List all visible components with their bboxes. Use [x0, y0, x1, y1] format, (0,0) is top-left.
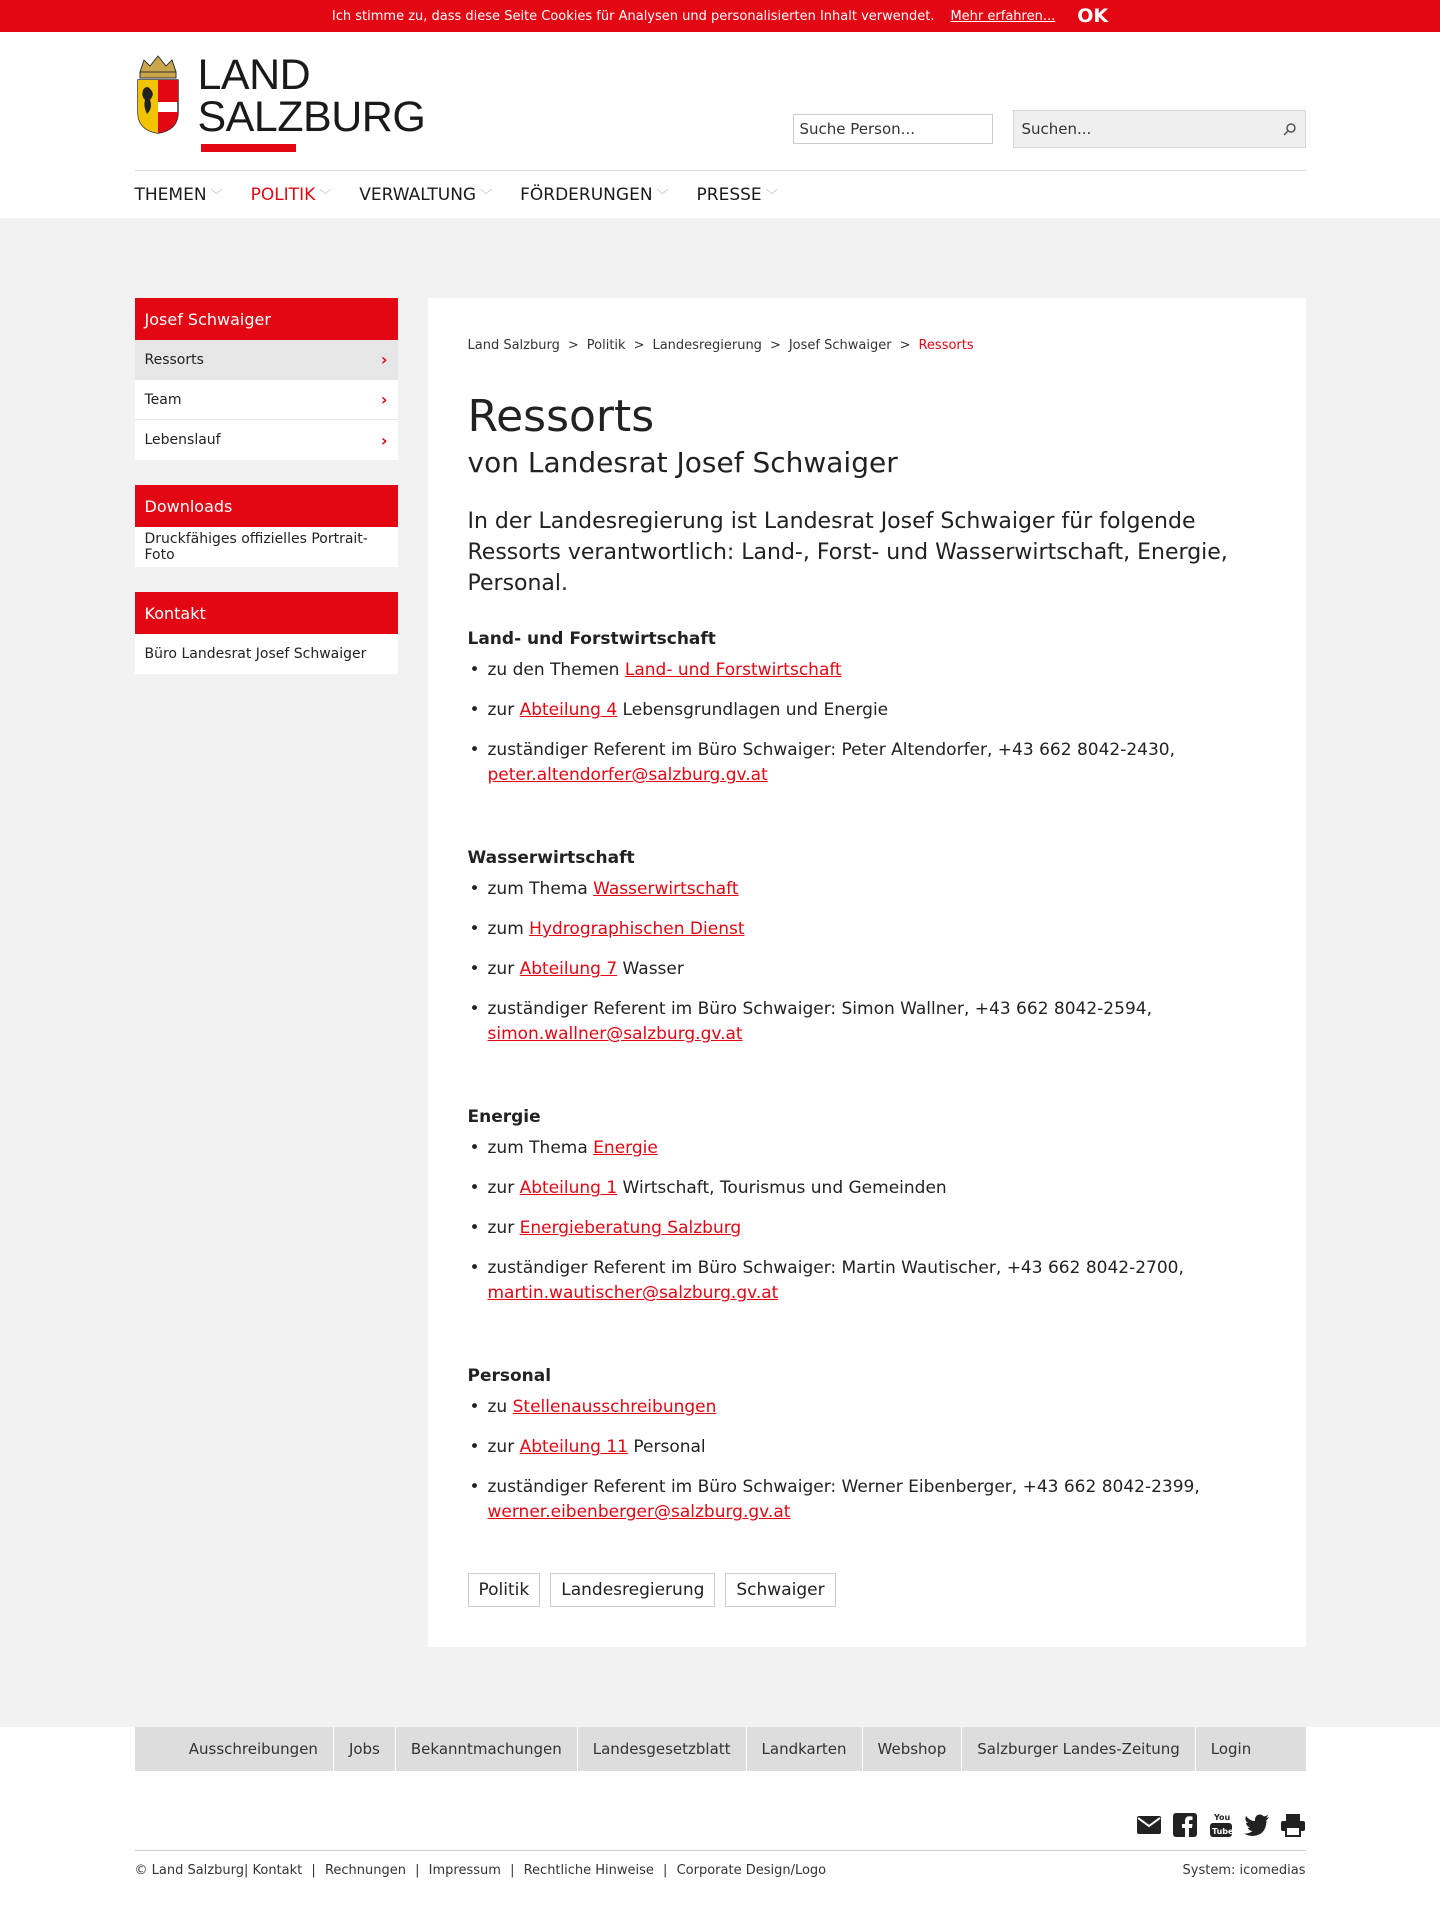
- legal-link-corporate-design[interactable]: Corporate Design/Logo: [676, 1863, 827, 1878]
- legal-separator: |: [415, 1863, 420, 1878]
- section-list: [468, 1136, 1266, 1306]
- sidebar: [135, 298, 398, 699]
- tag-schwaiger[interactable]: Schwaiger: [725, 1573, 835, 1607]
- nav-label: THEMEN: [134, 184, 207, 205]
- tag-politik[interactable]: Politik: [468, 1573, 541, 1607]
- sidebar-box-title: Kontakt: [135, 592, 398, 634]
- chevron-down-icon: ﹀: [656, 188, 669, 202]
- cookie-more-link[interactable]: Mehr erfahren...: [950, 8, 1056, 24]
- sidebar-item-label: Team: [144, 391, 182, 408]
- item-text: zur: [487, 1178, 520, 1198]
- item-link[interactable]: Abteilung 1: [519, 1178, 618, 1198]
- nav-foerderungen[interactable]: [520, 185, 668, 205]
- legal-separator: |: [663, 1863, 668, 1878]
- email-link[interactable]: werner.eibenberger@salzburg.gv.at: [487, 1502, 791, 1522]
- legal-link-impressum[interactable]: Impressum: [428, 1863, 501, 1878]
- item-text: Lebensgrundlagen und Energie: [617, 700, 889, 720]
- item-link[interactable]: Stellenausschreibungen: [512, 1397, 717, 1417]
- chevron-down-icon: ﹀: [210, 188, 223, 202]
- facebook-icon[interactable]: [1172, 1812, 1198, 1838]
- item-text: Wasser: [617, 959, 684, 979]
- cookie-text: Ich stimme zu, dass diese Seite Cookies für Analysen und personalisierten Inhalt verwendet.: [331, 8, 935, 24]
- page-subtitle: von Landesrat Josef Schwaiger: [467, 446, 898, 479]
- item-text: zuständiger Referent im Büro Schwaiger: Werner Eibenberger, +43 662 8042-2399,: [487, 1477, 1200, 1497]
- svg-text:Tube: Tube: [1211, 1827, 1233, 1836]
- chevron-right-icon: ›: [380, 350, 388, 369]
- nav-label: POLITIK: [250, 184, 316, 205]
- list-item: [468, 877, 1266, 902]
- sidebar-box-title: Downloads: [135, 485, 398, 527]
- legal-separator: |: [311, 1863, 316, 1878]
- breadcrumb-current: Ressorts: [918, 338, 974, 353]
- section-heading: Energie: [467, 1107, 541, 1127]
- chevron-right-icon: ›: [380, 430, 388, 450]
- lead-paragraph: In der Landesregierung ist Landesrat Josef Schwaiger für folgende Ressorts verantwortlich: Land-, Forst- und Wasserwirtschaft, Energie, Personal.: [467, 509, 1228, 596]
- chevron-down-icon: ﹀: [765, 188, 778, 202]
- copyright-text: © Land Salzburg|: [134, 1863, 249, 1878]
- svg-text:You: You: [1213, 1813, 1230, 1822]
- section-list: [468, 658, 1266, 788]
- legal-link-kontakt[interactable]: Kontakt: [252, 1863, 303, 1878]
- breadcrumb-separator: >: [633, 338, 645, 353]
- footer-link-landes-zeitung[interactable]: Salzburger Landes-Zeitung: [961, 1727, 1195, 1771]
- sidebar-box-downloads: [135, 485, 398, 567]
- item-text: zu den Themen: [487, 660, 625, 680]
- list-item: [468, 1256, 1266, 1306]
- list-item: [468, 1176, 1266, 1201]
- logo-line-1: LAND: [197, 51, 311, 99]
- sidebar-item-ressorts[interactable]: [135, 340, 398, 380]
- twitter-icon[interactable]: [1244, 1812, 1270, 1838]
- sidebar-item-lebenslauf[interactable]: [135, 420, 398, 460]
- item-link[interactable]: Abteilung 4: [519, 700, 618, 720]
- item-text: zum Thema: [487, 879, 594, 899]
- logo-underline: [201, 144, 296, 152]
- item-text: zu: [487, 1397, 513, 1417]
- system-credit: System: icomedias: [1182, 1863, 1306, 1878]
- nav-label: PRESSE: [696, 184, 762, 205]
- item-text: zuständiger Referent im Büro Schwaiger: Peter Altendorfer, +43 662 8042-2430,: [487, 740, 1176, 760]
- coat-of-arms-icon: [135, 54, 181, 134]
- item-link[interactable]: Energie: [593, 1138, 658, 1158]
- social-icons: [135, 1771, 1306, 1851]
- nav-label: FÖRDERUNGEN: [520, 184, 653, 205]
- list-item: [468, 1475, 1266, 1525]
- ressort-sections: [468, 629, 1266, 1525]
- sidebar-box-title[interactable]: Josef Schwaiger: [135, 298, 398, 340]
- breadcrumb-item[interactable]: Josef Schwaiger: [788, 338, 892, 353]
- list-item: [468, 1216, 1266, 1241]
- sidebar-box-kontakt: [135, 592, 398, 674]
- breadcrumb-item[interactable]: Land Salzburg: [467, 338, 560, 353]
- item-link[interactable]: Hydrographischen Dienst: [529, 919, 745, 939]
- legal-separator: |: [510, 1863, 515, 1878]
- email-link[interactable]: simon.wallner@salzburg.gv.at: [487, 1024, 743, 1044]
- tag-landesregierung[interactable]: Landesregierung: [550, 1573, 715, 1607]
- email-link[interactable]: martin.wautischer@salzburg.gv.at: [487, 1283, 779, 1303]
- nav-themen[interactable]: [135, 185, 223, 205]
- footer-link-webshop[interactable]: Webshop: [862, 1727, 962, 1771]
- item-text: zuständiger Referent im Büro Schwaiger: Martin Wautischer, +43 662 8042-2700,: [487, 1258, 1184, 1278]
- section-gap: [468, 1062, 1266, 1077]
- list-item: [468, 957, 1266, 982]
- page-title: Ressorts: [467, 391, 655, 442]
- nav-verwaltung[interactable]: [359, 185, 492, 205]
- list-item: [468, 1395, 1266, 1420]
- legal-link-rechtliche-hinweise[interactable]: Rechtliche Hinweise: [523, 1863, 654, 1878]
- item-link[interactable]: Land- und Forstwirtschaft: [624, 660, 842, 680]
- site-search-input[interactable]: [1022, 120, 1283, 138]
- sidebar-item-label: Lebenslauf: [144, 432, 221, 448]
- breadcrumb-separator: >: [567, 338, 579, 353]
- nav-presse[interactable]: [697, 185, 778, 205]
- breadcrumb-separator: >: [769, 338, 781, 353]
- section-gap: [468, 803, 1266, 818]
- nav-label: VERWALTUNG: [359, 184, 477, 205]
- print-icon[interactable]: [1280, 1812, 1306, 1838]
- list-item: [468, 698, 1266, 723]
- list-item: [468, 738, 1266, 788]
- item-text: zur: [487, 700, 520, 720]
- breadcrumb-item[interactable]: Politik: [586, 338, 626, 353]
- sidebar-box-person: [135, 298, 398, 460]
- main-nav: [135, 170, 1306, 218]
- content-area: [0, 218, 1440, 1727]
- item-link[interactable]: Abteilung 7: [519, 959, 618, 979]
- item-text: Personal: [627, 1437, 706, 1457]
- list-item: [468, 1435, 1266, 1460]
- sidebar-item-label: Ressorts: [144, 351, 204, 368]
- cookie-banner: [0, 0, 1440, 32]
- site-header: [135, 32, 1306, 218]
- footer-link-landesgesetzblatt[interactable]: Landesgesetzblatt: [577, 1727, 746, 1771]
- item-link[interactable]: Abteilung 11: [519, 1437, 628, 1457]
- section-heading: Personal: [467, 1366, 552, 1386]
- youtube-icon[interactable]: [1208, 1812, 1234, 1838]
- item-text: zuständiger Referent im Büro Schwaiger: Simon Wallner, +43 662 8042-2594,: [487, 999, 1152, 1019]
- mail-icon[interactable]: [1136, 1812, 1162, 1838]
- breadcrumb-item[interactable]: Landesregierung: [652, 338, 762, 353]
- legal-link-rechnungen[interactable]: Rechnungen: [324, 1863, 406, 1878]
- person-search-input[interactable]: [800, 120, 994, 138]
- section-heading: Wasserwirtschaft: [467, 848, 635, 868]
- email-link[interactable]: peter.altendorfer@salzburg.gv.at: [487, 765, 768, 785]
- item-text: zur: [487, 1218, 520, 1238]
- section-list: [468, 1395, 1266, 1525]
- site-search: [1013, 110, 1306, 148]
- sidebar-item-team[interactable]: [135, 380, 398, 420]
- list-item: [468, 997, 1266, 1047]
- breadcrumb: [468, 338, 1266, 353]
- section-gap: [468, 1321, 1266, 1336]
- person-search: [793, 114, 993, 144]
- cookie-ok-button[interactable]: OK: [1077, 5, 1109, 27]
- search-icon[interactable]: [1283, 122, 1297, 136]
- footer-nav: [135, 1727, 1306, 1771]
- tag-list: [468, 1573, 1266, 1607]
- nav-politik[interactable]: [251, 185, 332, 205]
- footer-link-bekanntmachungen[interactable]: Bekanntmachungen: [395, 1727, 577, 1771]
- list-item: [468, 917, 1266, 942]
- chevron-down-icon: ﹀: [319, 188, 332, 202]
- section-list: [468, 877, 1266, 1047]
- footer-link-landkarten[interactable]: Landkarten: [746, 1727, 862, 1771]
- logo-line-2: SALZBURG: [197, 93, 426, 141]
- breadcrumb-separator: >: [899, 338, 911, 353]
- footer-link-login[interactable]: Login: [1195, 1727, 1266, 1771]
- item-link[interactable]: Wasserwirtschaft: [593, 879, 739, 899]
- download-portrait-link[interactable]: [135, 527, 398, 567]
- chevron-down-icon: ﹀: [480, 188, 493, 202]
- footer-link-ausschreibungen[interactable]: Ausschreibungen: [188, 1740, 318, 1758]
- chevron-right-icon: ›: [380, 390, 388, 409]
- item-text: zum Thema: [487, 1138, 594, 1158]
- item-text: zur: [487, 1437, 520, 1457]
- site-logo[interactable]: [135, 51, 426, 152]
- list-item: [468, 1136, 1266, 1161]
- sidebar-item-label: Büro Landesrat Josef Schwaiger: [144, 646, 367, 662]
- footer-bottom: [135, 1851, 1306, 1903]
- article: [428, 298, 1306, 1647]
- list-item: [468, 658, 1266, 683]
- legal-links: [135, 1863, 827, 1903]
- item-link[interactable]: Energieberatung Salzburg: [519, 1218, 742, 1238]
- footer-link-jobs[interactable]: Jobs: [333, 1727, 395, 1771]
- sidebar-item-label: Druckfähiges offizielles Portrait-Foto: [144, 531, 368, 563]
- kontakt-office-link[interactable]: [135, 634, 398, 674]
- section-heading: Land- und Forstwirtschaft: [467, 629, 716, 649]
- item-text: zum: [487, 919, 530, 939]
- item-text: zur: [487, 959, 520, 979]
- item-text: Wirtschaft, Tourismus und Gemeinden: [617, 1178, 947, 1198]
